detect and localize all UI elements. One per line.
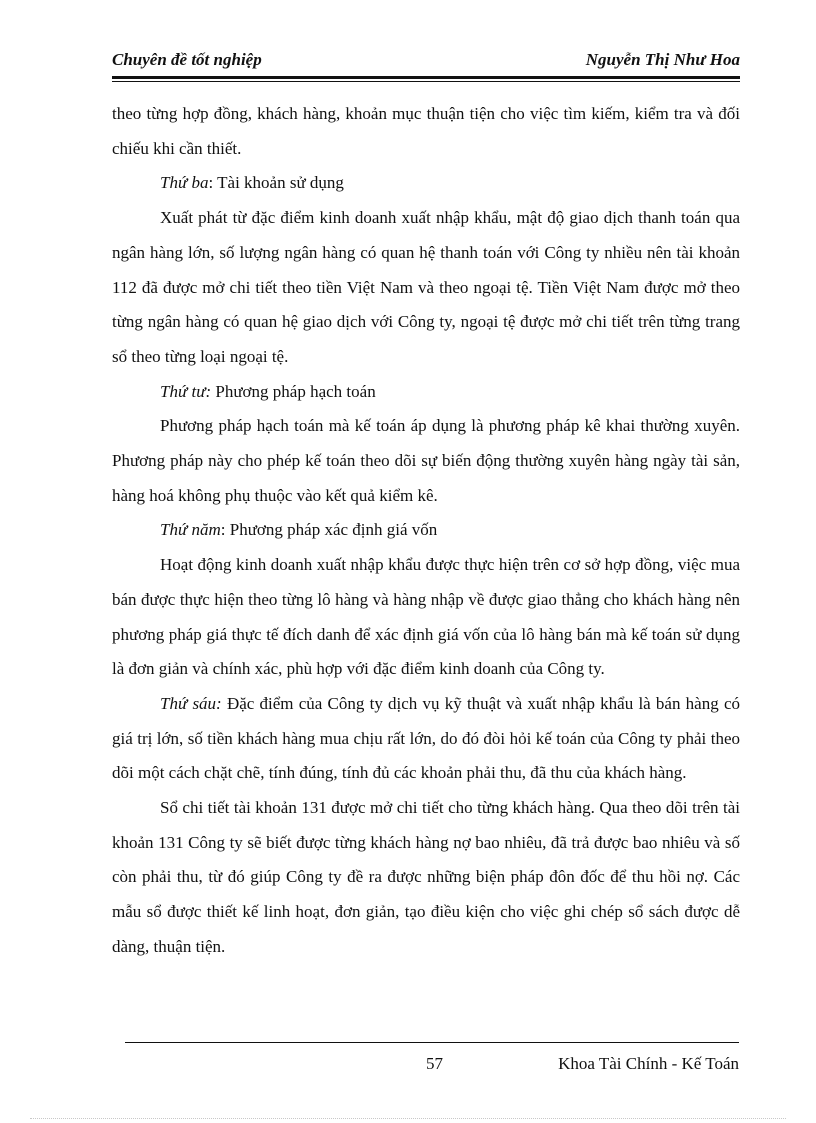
section-title: : Phương pháp xác định giá vốn bbox=[220, 520, 438, 540]
page-bottom-border bbox=[30, 1118, 786, 1119]
paragraph-continuation: theo từng hợp đồng, khách hàng, khoản mục thuận tiện cho việc tìm kiếm, kiểm tra và đối chiếu khi cần thiết. bbox=[112, 104, 740, 158]
header-author: Nguyễn Thị Như Hoa bbox=[585, 50, 740, 69]
paragraph-text: Đặc điểm của Công ty dịch vụ kỹ thuật và xuất nhập khẩu là bán hàng có giá trị lớn, số tiền khách hàng mua chịu rất lớn, do đó đòi hỏi kế toán của Công ty phải theo dõi một cách chặt chẽ, tính đúng, tính đủ các khoản phải thu, đã thu của khách hàng. bbox=[112, 693, 740, 783]
section-title: Phương pháp hạch toán bbox=[211, 381, 376, 401]
header-title: Chuyên đề tốt nghiệp bbox=[112, 50, 262, 69]
section-title: : Tài khoản sử dụng bbox=[208, 173, 344, 193]
document-body bbox=[112, 97, 740, 965]
page-number: 57 bbox=[426, 1054, 443, 1073]
page-header bbox=[112, 48, 740, 72]
footer-department: Khoa Tài Chính - Kế Toán bbox=[558, 1054, 739, 1073]
section-heading-thu-ba bbox=[112, 166, 740, 201]
footer-rule bbox=[125, 1042, 739, 1043]
section-lead: Thứ sáu: bbox=[160, 693, 222, 713]
paragraph-accounts: Xuất phát từ đặc điểm kinh doanh xuất nhập khẩu, mật độ giao dịch thanh toán qua ngân hàng lớn, số lượng ngân hàng có quan hệ thanh toán với Công ty nhiều nên tài khoản 112 đã được mở chi tiết theo tiền Việt Nam và theo ngoại tệ. Tiền Việt Nam được mở theo từng ngân hàng có quan hệ giao dịch với Công ty, ngoại tệ được mở chi tiết trên từng trang sổ theo từng loại ngoại tệ. bbox=[112, 208, 740, 366]
header-rule-thick bbox=[112, 76, 740, 79]
section-lead: Thứ tư: bbox=[160, 381, 212, 401]
section-lead: Thứ ba bbox=[160, 173, 209, 193]
section-heading-thu-nam bbox=[112, 513, 740, 548]
section-lead: Thứ năm bbox=[160, 520, 221, 540]
section-heading-thu-tu bbox=[112, 375, 740, 410]
paragraph-cost-method: Hoạt động kinh doanh xuất nhập khẩu được thực hiện trên cơ sở hợp đồng, việc mua bán được thực hiện theo từng lô hàng và hàng nhập về được giao thẳng cho khách hàng nên phương pháp giá thực tế đích danh để xác định giá vốn của lô hàng bán mà kế toán sử dụng là đơn giản và chính xác, phù hợp với đặc điểm kinh doanh của Công ty. bbox=[112, 555, 740, 679]
paragraph-ledger-131: Sổ chi tiết tài khoản 131 được mở chi tiết cho từng khách hàng. Qua theo dõi trên tài khoản 131 Công ty sẽ biết được từng khách hàng nợ bao nhiêu, đã trả được bao nhiêu và số còn phải thu, từ đó giúp Công ty đề ra được những biện pháp đôn đốc để thu hồi nợ. Các mẫu sổ được thiết kế linh hoạt, đơn giản, tạo điều kiện cho việc ghi chép sổ sách được dễ dàng, thuận tiện. bbox=[112, 798, 740, 956]
header-rule-thin bbox=[112, 81, 740, 82]
paragraph-thu-sau bbox=[112, 687, 740, 791]
paragraph-accounting-method: Phương pháp hạch toán mà kế toán áp dụng là phương pháp kê khai thường xuyên. Phương pháp này cho phép kế toán theo dõi sự biến động thường xuyên hàng ngày tài sản, hàng hoá không phụ thuộc vào kết quả kiểm kê. bbox=[112, 416, 740, 505]
